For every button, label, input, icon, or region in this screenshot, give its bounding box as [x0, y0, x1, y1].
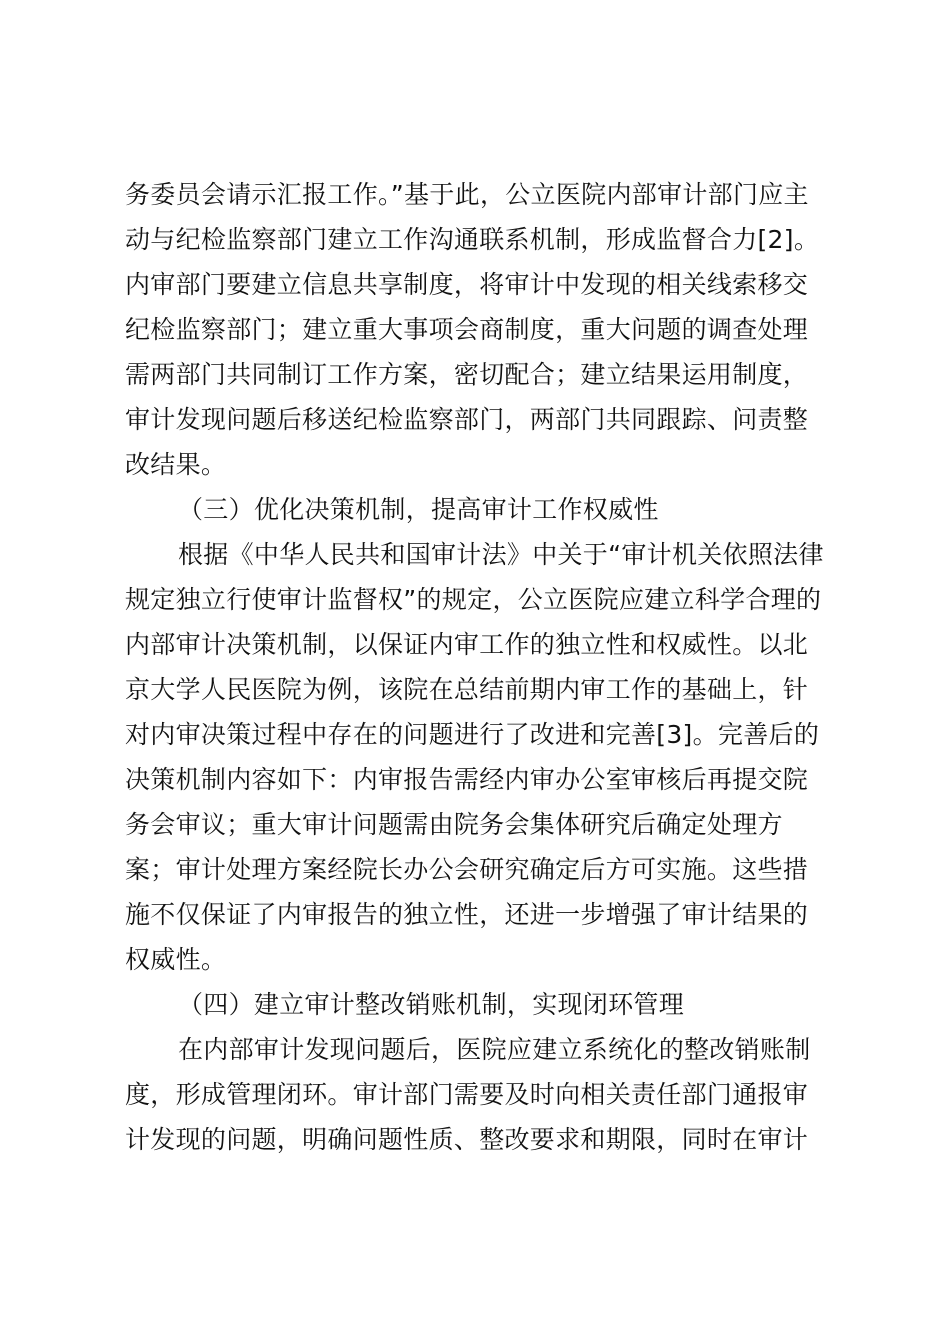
body-text-line: 计发现的问题，明确问题性质、整改要求和期限，同时在审计	[125, 1125, 809, 1154]
body-text-line: 内审部门要建立信息共享制度，将审计中发现的相关线索移交	[125, 270, 809, 299]
body-text-line: 对内审决策过程中存在的问题进行了改进和完善[3]。完善后的	[125, 720, 820, 749]
body-text-line: 纪检监察部门；建立重大事项会商制度，重大问题的调查处理	[125, 315, 809, 344]
body-text-line: 规定独立行使审计监督权”的规定，公立医院应建立科学合理的	[125, 585, 822, 614]
body-text-line: 务委员会请示汇报工作。”基于此，公立医院内部审计部门应主	[125, 180, 809, 209]
body-text-line: 决策机制内容如下：内审报告需经内审办公室审核后再提交院	[125, 765, 809, 794]
body-text-line: 动与纪检监察部门建立工作沟通联系机制，形成监督合力[2]。	[125, 225, 820, 254]
body-text-line: 务会审议；重大审计问题需由院务会集体研究后确定处理方	[125, 810, 783, 839]
body-text-line: 施不仅保证了内审报告的独立性，还进一步增强了审计结果的	[125, 900, 809, 929]
body-text-line: 案；审计处理方案经院长办公会研究确定后方可实施。这些措	[125, 855, 809, 884]
body-text-line: 内部审计决策机制，以保证内审工作的独立性和权威性。以北	[125, 630, 809, 659]
body-text-line: 度，形成管理闭环。审计部门需要及时向相关责任部门通报审	[125, 1080, 809, 1109]
body-text-line: 权威性。	[125, 945, 227, 974]
body-text-line: 审计发现问题后移送纪检监察部门，两部门共同跟踪、问责整	[125, 405, 809, 434]
body-text-line: 需两部门共同制订工作方案，密切配合；建立结果运用制度，	[125, 360, 809, 389]
body-text-line: 改结果。	[125, 450, 227, 479]
body-text-line: 京大学人民医院为例，该院在总结前期内审工作的基础上，针	[125, 675, 809, 704]
section-heading: （四）建立审计整改销账机制，实现闭环管理	[178, 990, 685, 1019]
body-text-line: 根据《中华人民共和国审计法》中关于“审计机关依照法律	[178, 540, 824, 569]
section-heading: （三）优化决策机制，提高审计工作权威性	[178, 495, 659, 524]
body-text-line: 在内部审计发现问题后，医院应建立系统化的整改销账制	[178, 1035, 811, 1064]
